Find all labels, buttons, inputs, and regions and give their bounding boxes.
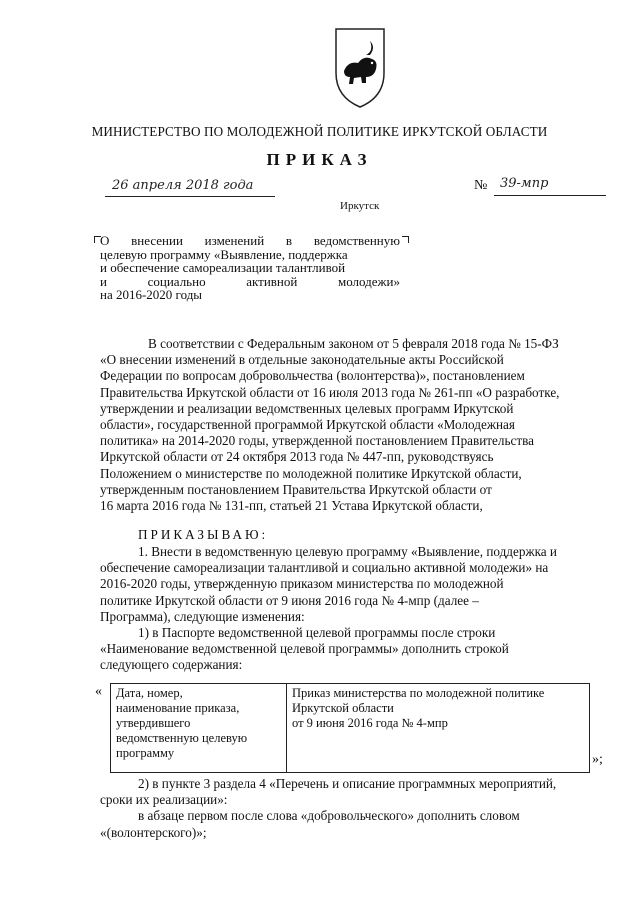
city-name: Иркутск <box>340 200 380 212</box>
subject-word: социально <box>147 273 206 289</box>
preamble-line: политика» на 2014-2020 годы, утвержденной постановлением Правительства <box>100 433 535 449</box>
table-cell-line: Иркутской области <box>292 701 394 715</box>
order-word: ПРИКАЗЫВАЮ: <box>138 527 269 542</box>
item-line: обеспечение самореализации талантливой и социально активной молодежи» на <box>100 560 549 576</box>
preamble-line: 16 марта 2016 года № 131-пп, статьей 21 Устава Иркутской области, <box>100 498 483 514</box>
preamble-line: утверждении и реализации ведомственных целевых программ Иркутской <box>100 400 514 416</box>
table-cell-value <box>287 684 589 772</box>
item-line: политике Иркутской области от 9 июня 2016 года № 4-мпр (далее – <box>100 592 479 608</box>
preamble-line: области», государственной программой Иркутской области «Молодежная <box>100 417 515 433</box>
preamble-line: Правительства Иркутской области от 16 июля 2013 года № 261-пп «О разработке, <box>100 384 560 400</box>
subject-line: на 2016-2020 годы <box>100 287 203 302</box>
subject-word: внесении <box>131 233 183 248</box>
number-sign: № <box>474 178 488 193</box>
table-cell-line: ведомственную целевую <box>116 731 248 745</box>
table-cell-line: программу <box>116 746 175 760</box>
item-line: в абзаце первом после слова «добровольческого» дополнить словом <box>138 808 520 824</box>
handwritten-number: 39-мпр <box>500 176 549 191</box>
coat-of-arms-emblem <box>330 25 390 110</box>
subject-word: изменений <box>204 233 265 248</box>
table-cell-line: Дата, номер, <box>116 686 183 700</box>
item-2 <box>100 776 612 841</box>
preamble-line: В соответствии с Федеральным законом от 5 февраля 2018 года № 15-ФЗ <box>148 336 559 351</box>
subject-word: молодежи» <box>338 273 400 289</box>
preamble-line: Положением о министерстве по молодежной политике Иркутской области, <box>100 465 522 481</box>
subject-word: в <box>285 233 293 248</box>
table-open-quote: « <box>95 684 102 699</box>
subject-word: и <box>100 273 107 289</box>
handwritten-date: 26 апреля 2018 года <box>112 178 254 193</box>
item-line: следующего содержания: <box>100 657 243 673</box>
preamble-line: Федерации по вопросам добровольчества (волонтерства)», постановлением <box>100 368 525 384</box>
table-cell-line: наименование приказа, <box>116 701 240 715</box>
preamble-line: «О внесении изменений в отдельные законодательные акты Российской <box>100 352 504 368</box>
item-1 <box>100 544 612 674</box>
table-cell-line: от 9 июня 2016 года № 4-мпр <box>292 716 448 730</box>
item-line: Программа), следующие изменения: <box>100 608 305 624</box>
subject-word: ведомственную <box>313 233 400 248</box>
table-cell-line: Приказ министерства по молодежной политике <box>292 686 545 700</box>
order-subject <box>100 234 400 302</box>
item-line: 1) в Паспорте ведомственной целевой программы после строки <box>138 625 496 641</box>
subject-word: О <box>100 233 110 248</box>
preamble-line: Иркутской области от 24 октября 2013 года № 447-пп, руководствуясь <box>100 449 494 465</box>
subject-line: целевую программу «Выявление, поддержка <box>100 246 348 262</box>
preamble <box>100 336 612 514</box>
item-line: 2) в пункте 3 раздела 4 «Перечень и описание программных мероприятий, <box>138 776 557 791</box>
document-type-title: ПРИКАЗ <box>266 150 373 169</box>
table-cell-line: утвердившего <box>116 716 191 730</box>
subject-word: активной <box>246 273 298 289</box>
number-underline <box>494 195 606 196</box>
subject-line: и обеспечение самореализации талантливой <box>100 260 346 275</box>
table-close-quote: »; <box>592 752 603 767</box>
preamble-line: утвержденным постановлением Правительства Иркутской области от <box>100 481 492 497</box>
date-underline <box>105 196 275 197</box>
item-line: 1. Внести в ведомственную целевую программу «Выявление, поддержка и <box>138 544 557 559</box>
ministry-name: МИНИСТЕРСТВО ПО МОЛОДЕЖНОЙ ПОЛИТИКЕ ИРКУТСКОЙ ОБЛАСТИ <box>91 124 548 139</box>
item-line: 2016-2020 годы, утвержденную приказом министерства по молодежной <box>100 576 504 592</box>
item-line: «(волонтерского)»; <box>100 824 207 840</box>
item-line: «Наименование ведомственной целевой программы» дополнить строкой <box>100 641 509 657</box>
inserted-table-row <box>110 683 590 773</box>
table-cell-label <box>111 684 287 772</box>
item-line: сроки их реализации»: <box>100 792 228 808</box>
